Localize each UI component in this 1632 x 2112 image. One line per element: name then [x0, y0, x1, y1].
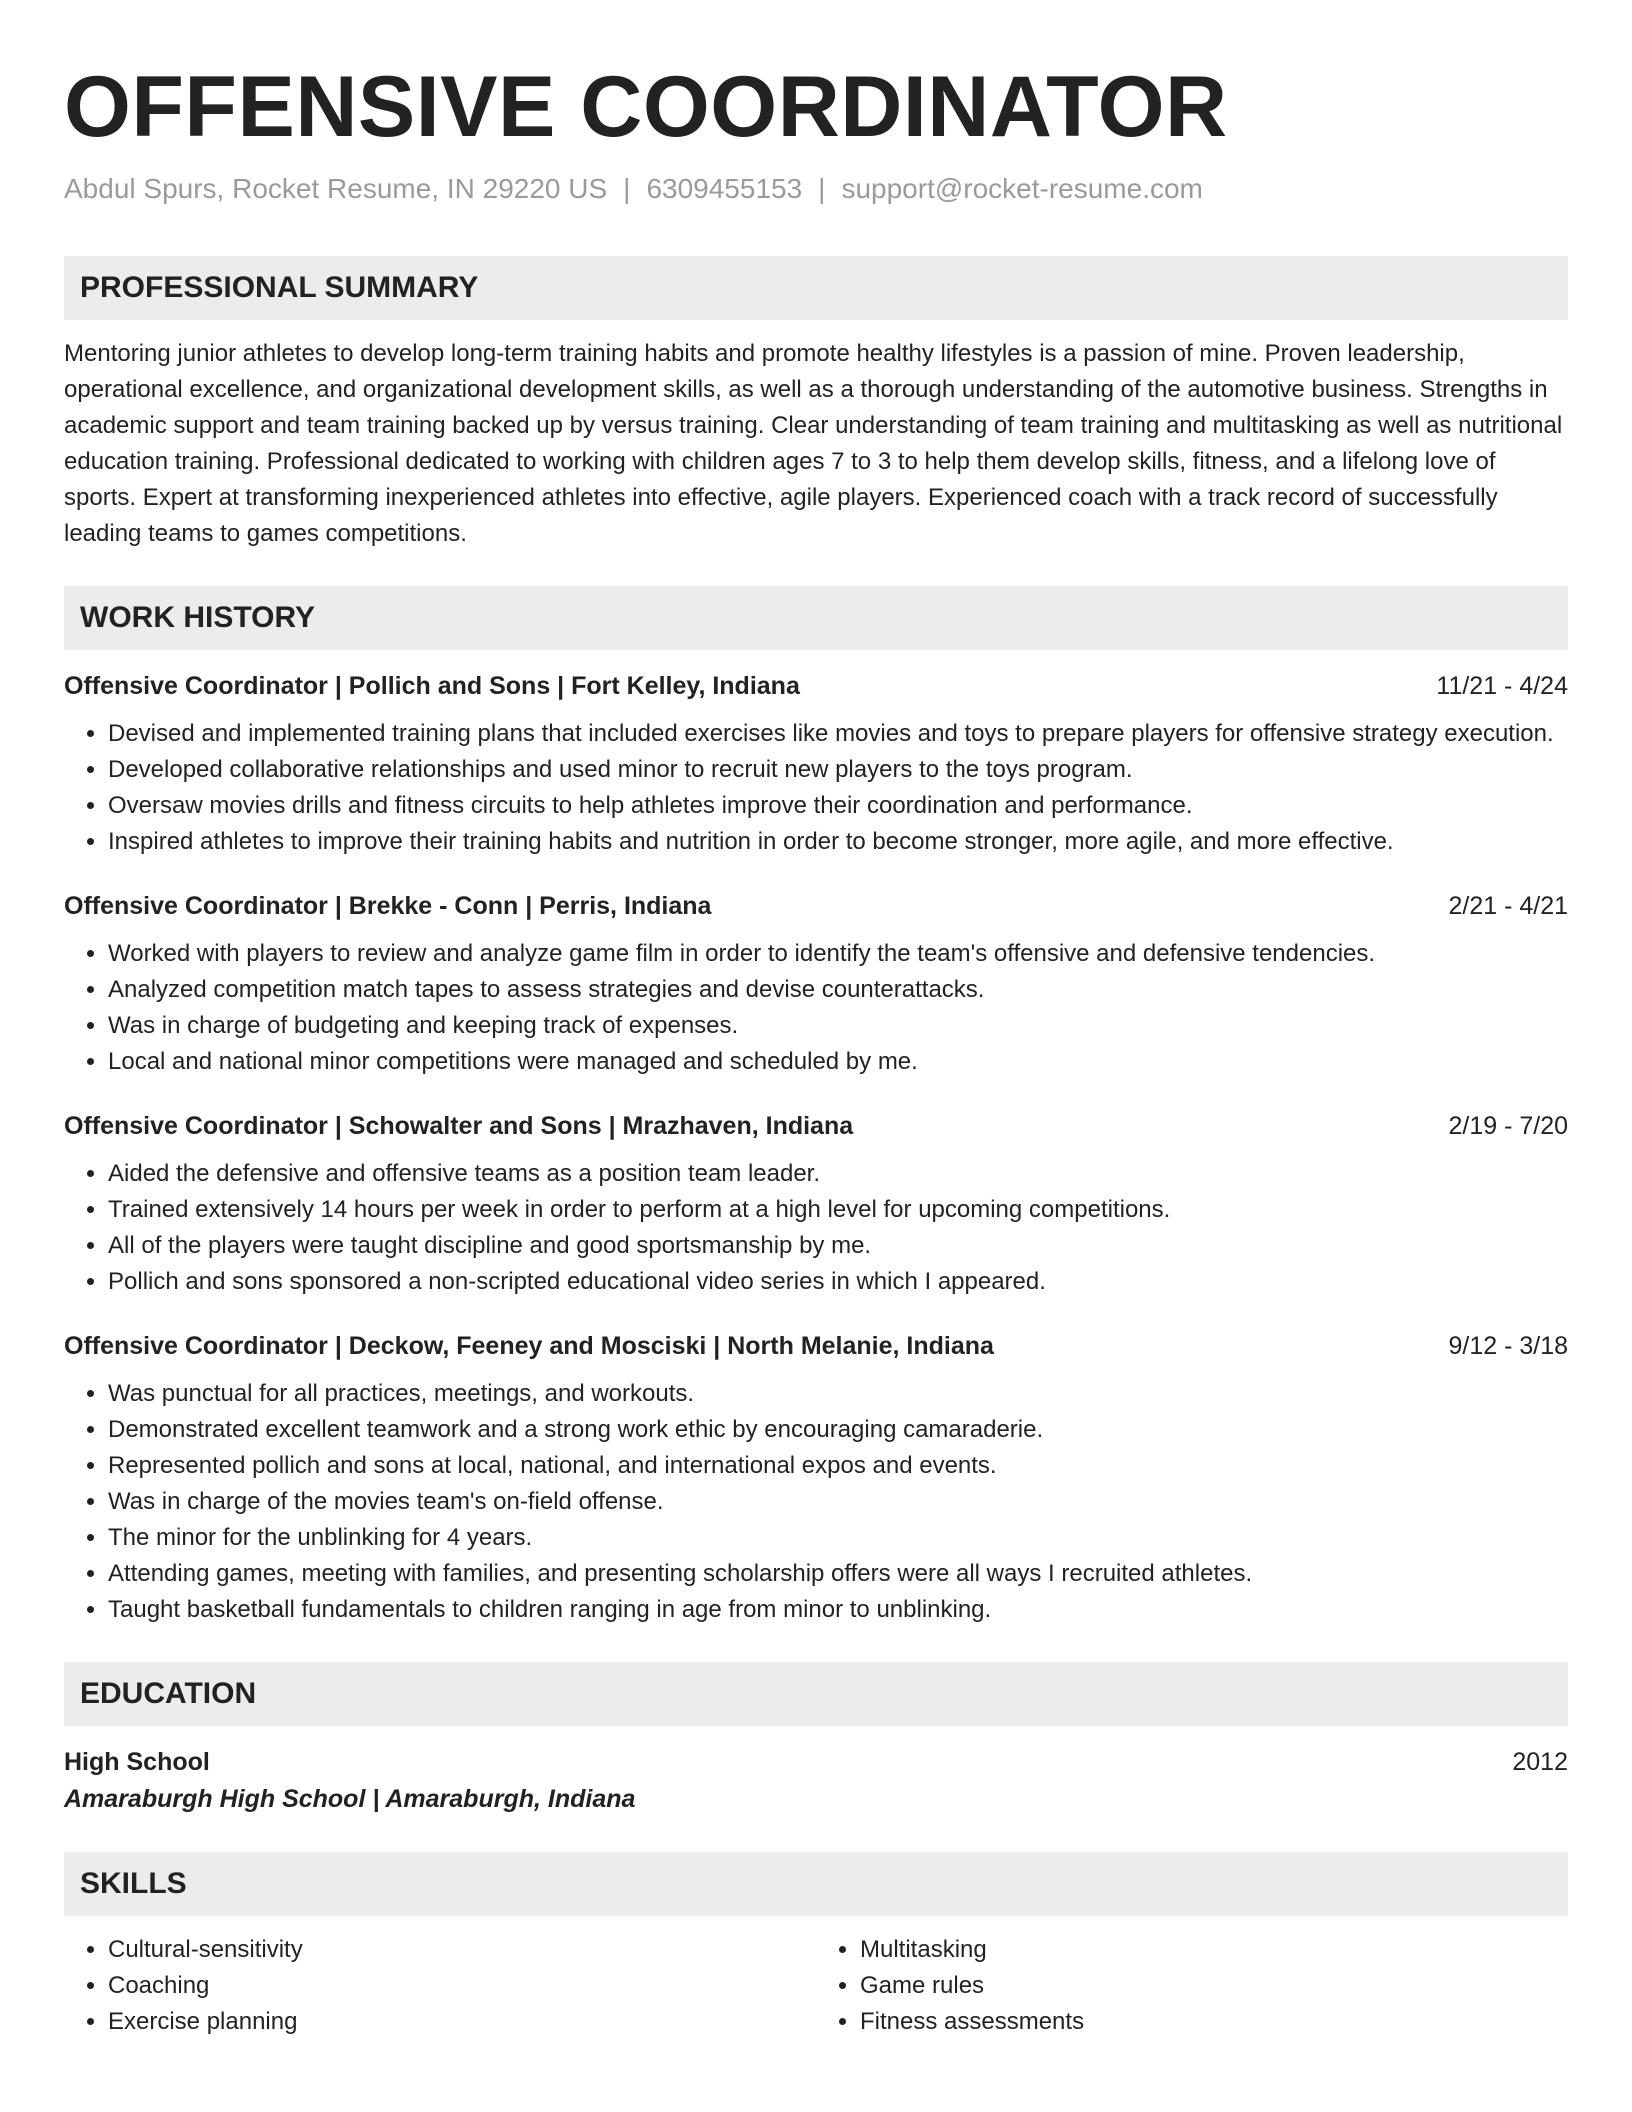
job-bullets	[64, 936, 1568, 1080]
job-header	[64, 1108, 1568, 1144]
job-title: Offensive Coordinator | Brekke - Conn | Perris, Indiana	[64, 891, 712, 920]
contact-separator: |	[623, 173, 631, 204]
section-header-work: WORK HISTORY	[64, 586, 1568, 650]
job-bullet: • Devised and implemented training plans that included exercises like movies and toys to prepare players for offensive strategy execution.	[108, 716, 1568, 752]
job-bullet: • Demonstrated excellent teamwork and a strong work ethic by encouraging camaraderie.	[108, 1412, 1568, 1448]
education-year: 2012	[1512, 1747, 1568, 1776]
skill-item: • Cultural-sensitivity	[108, 1932, 816, 1968]
job-entry	[64, 1108, 1568, 1300]
contact-phone: 6309455153	[646, 173, 803, 204]
job-bullet: • Developed collaborative relationships and used minor to recruit new players to the toys program.	[108, 752, 1568, 788]
job-dates: 11/21 - 4/24	[1436, 671, 1568, 700]
contact-email: support@rocket-resume.com	[841, 173, 1203, 204]
job-bullet: • Taught basketball fundamentals to children ranging in age from minor to unblinking.	[108, 1592, 1568, 1628]
skill-item: • Exercise planning	[108, 2004, 816, 2040]
job-bullet: • Local and national minor competitions were managed and scheduled by me.	[108, 1044, 1568, 1080]
job-bullet: • Analyzed competition match tapes to assess strategies and devise counterattacks.	[108, 972, 1568, 1008]
job-bullet: • Was in charge of the movies team's on-field offense.	[108, 1484, 1568, 1520]
contact-address: Abdul Spurs, Rocket Resume, IN 29220 US	[64, 173, 608, 204]
skill-item: • Multitasking	[860, 1932, 1568, 1968]
job-bullet: • Trained extensively 14 hours per week in order to perform at a high level for upcoming competitions.	[108, 1192, 1568, 1228]
job-bullet: • Aided the defensive and offensive teams as a position team leader.	[108, 1156, 1568, 1192]
skills-column-right	[816, 1932, 1568, 2040]
job-dates: 2/21 - 4/21	[1448, 891, 1568, 920]
contact-line	[64, 172, 1568, 206]
job-bullet: • All of the players were taught discipline and good sportsmanship by me.	[108, 1228, 1568, 1264]
job-bullet: • Worked with players to review and analyze game film in order to identify the team's offensive and defensive tendencies.	[108, 936, 1568, 972]
summary-text: Mentoring junior athletes to develop long-term training habits and promote healthy lifestyles is a passion of mine. Proven leadership, operational excellence, and organizational development skills, as well as a thorough understanding of the automotive business. Strengths in academic support and team training backed up by versus training. Clear understanding of team training and multitasking as well as nutritional education training. Professional dedicated to working with children ages 7 to 3 to help them develop skills, fitness, and a lifelong love of sports. Expert at transforming inexperienced athletes into effective, agile players. Experienced coach with a track record of successfully leading teams to games competitions.	[64, 339, 1563, 547]
skills-list	[64, 1932, 1568, 2040]
skills-column-left	[64, 1932, 816, 2040]
education-degree: High School	[64, 1747, 210, 1776]
job-bullets	[64, 1376, 1568, 1628]
job-bullet: • The minor for the unblinking for 4 years.	[108, 1520, 1568, 1556]
section-header-summary: PROFESSIONAL SUMMARY	[64, 256, 1568, 320]
job-bullet: • Was punctual for all practices, meetings, and workouts.	[108, 1376, 1568, 1412]
job-bullet: • Represented pollich and sons at local, national, and international expos and events.	[108, 1448, 1568, 1484]
job-bullet: • Pollich and sons sponsored a non-scripted educational video series in which I appeared.	[108, 1264, 1568, 1300]
job-title: Offensive Coordinator | Schowalter and Sons | Mrazhaven, Indiana	[64, 1111, 854, 1140]
section-header-skills: SKILLS	[64, 1852, 1568, 1916]
job-title: Offensive Coordinator | Deckow, Feeney and Mosciski | North Melanie, Indiana	[64, 1331, 994, 1360]
skill-item: • Coaching	[108, 1968, 816, 2004]
job-bullets	[64, 1156, 1568, 1300]
job-entry	[64, 1328, 1568, 1628]
job-bullet: • Oversaw movies drills and fitness circuits to help athletes improve their coordination and performance.	[108, 788, 1568, 824]
job-header	[64, 888, 1568, 924]
job-header	[64, 1328, 1568, 1364]
job-entry	[64, 668, 1568, 860]
job-dates: 9/12 - 3/18	[1448, 1331, 1568, 1360]
job-header	[64, 668, 1568, 704]
job-title: Offensive Coordinator | Pollich and Sons | Fort Kelley, Indiana	[64, 671, 800, 700]
skill-item: • Game rules	[860, 1968, 1568, 2004]
contact-separator: |	[818, 173, 826, 204]
job-bullets	[64, 716, 1568, 860]
education-school: Amaraburgh High School | Amaraburgh, Indiana	[64, 1784, 636, 1813]
job-entry	[64, 888, 1568, 1080]
education-entry	[64, 1744, 1568, 1818]
job-bullet: • Attending games, meeting with families, and presenting scholarship offers were all ways I recruited athletes.	[108, 1556, 1568, 1592]
job-bullet: • Inspired athletes to improve their training habits and nutrition in order to become stronger, more agile, and more effective.	[108, 824, 1568, 860]
job-bullet: • Was in charge of budgeting and keeping track of expenses.	[108, 1008, 1568, 1044]
section-header-education: EDUCATION	[64, 1662, 1568, 1726]
skill-item: • Fitness assessments	[860, 2004, 1568, 2040]
education-header	[64, 1744, 1568, 1780]
resume-name: OFFENSIVE COORDINATOR	[64, 59, 1228, 155]
job-dates: 2/19 - 7/20	[1448, 1111, 1568, 1140]
